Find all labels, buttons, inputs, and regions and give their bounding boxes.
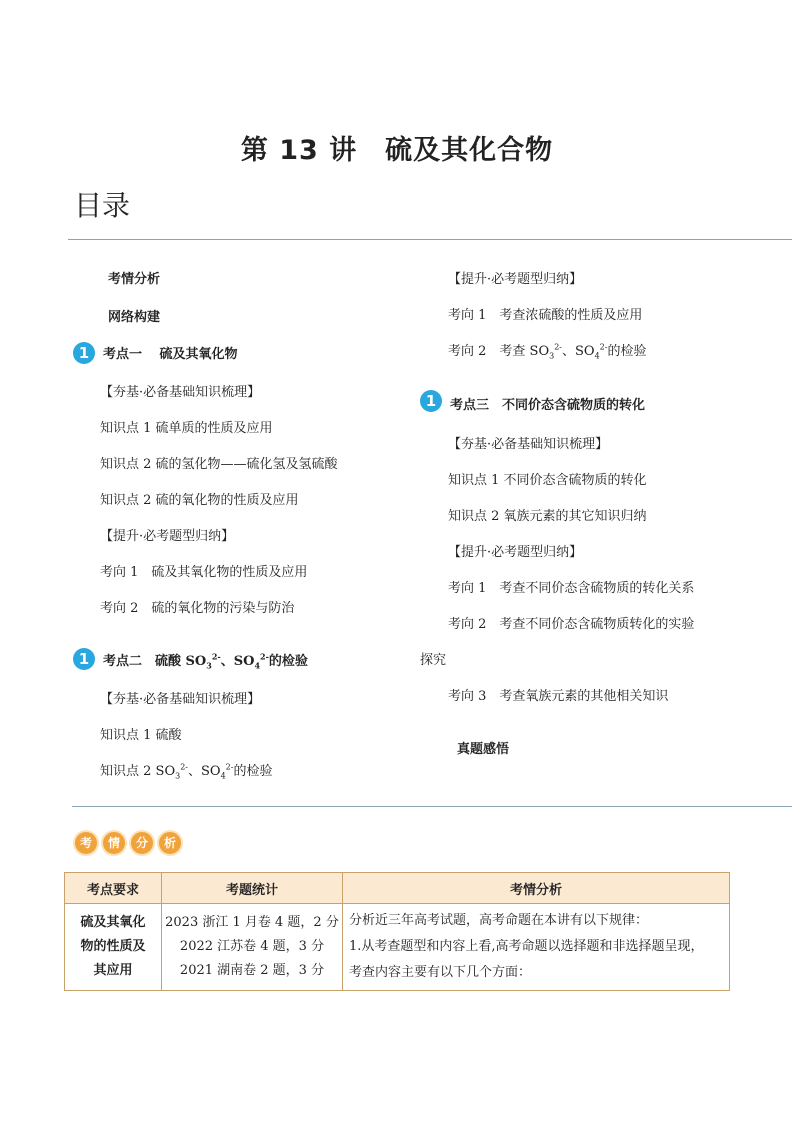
toc-kaoqing[interactable]: 考情分析 xyxy=(108,272,161,287)
table-header: 考情分析 xyxy=(343,873,730,904)
divider-mid xyxy=(72,806,792,807)
toc-p3-d1[interactable]: 考向 1 考查不同价态含硫物质的转化关系 xyxy=(448,581,695,596)
toc-p2-d2[interactable]: 考向 2 考查 $SO_3^{2-}$、$SO_4^{2-}$的检验 xyxy=(448,342,647,361)
toc-p3-d3[interactable]: 考向 3 考查氧族元素的其他相关知识 xyxy=(448,689,669,704)
toc-p2-k1[interactable]: 知识点 1 硫酸 xyxy=(100,728,182,743)
section-logo-char: 考 xyxy=(73,830,99,856)
toc-p2-k2[interactable]: 知识点 2 $SO_3^{2-}$、$SO_4^{2-}$的检验 xyxy=(100,762,273,781)
table-cell-requirement: 硫及其氧化 物的性质及 其应用 xyxy=(65,904,162,991)
toc-p2-up[interactable]: 【提升·必考题型归纳】 xyxy=(448,272,583,287)
toc-p1-d2[interactable]: 考向 2 硫的氧化物的污染与防治 xyxy=(100,601,295,616)
section-logo-char: 析 xyxy=(157,830,183,856)
toc-point2[interactable]: 考点二 硫酸 $SO_3^{2-}$、$SO_4^{2-}$的检验 xyxy=(103,651,308,671)
toc-p3-k2[interactable]: 知识点 2 氧族元素的其它知识归纳 xyxy=(448,509,647,524)
toc-point3[interactable]: 考点三 不同价态含硫物质的转化 xyxy=(450,398,646,413)
toc-p1-k1[interactable]: 知识点 1 硫单质的性质及应用 xyxy=(100,421,273,436)
toc-zhenti[interactable]: 真题感悟 xyxy=(457,742,510,757)
divider-top xyxy=(68,239,792,240)
table-header: 考题统计 xyxy=(162,873,343,904)
toc-p1-d1[interactable]: 考向 1 硫及其氧化物的性质及应用 xyxy=(100,565,308,580)
table-header-row xyxy=(65,873,730,904)
toc-p3-k1[interactable]: 知识点 1 不同价态含硫物质的转化 xyxy=(448,473,647,488)
section-logo-kaoqing xyxy=(73,830,183,858)
toc-p3-base[interactable]: 【夯基·必备基础知识梳理】 xyxy=(448,437,609,452)
toc-p1-k2[interactable]: 知识点 2 硫的氢化物——硫化氢及氢硫酸 xyxy=(100,457,338,472)
toc-p3-up[interactable]: 【提升·必考题型归纳】 xyxy=(448,545,583,560)
toc-p3-d2-cont[interactable]: 探究 xyxy=(420,653,447,668)
toc-p1-k3[interactable]: 知识点 2 硫的氧化物的性质及应用 xyxy=(100,493,299,508)
point-badge-icon: 1 xyxy=(73,648,95,670)
table-row xyxy=(65,904,730,991)
toc-p2-d1[interactable]: 考向 1 考查浓硫酸的性质及应用 xyxy=(448,308,643,323)
point-badge-icon: 1 xyxy=(420,390,442,412)
point-badge-icon: 1 xyxy=(73,342,95,364)
table-header: 考点要求 xyxy=(65,873,162,904)
table-cell-analysis: 分析近三年高考试题，高考命题在本讲有以下规律： 1.从考查题型和内容上看,高考命题以选择题和非选择题呈现， 考查内容主要有以下几个方面： xyxy=(343,904,730,991)
table-cell-stats: 2023 浙江 1 月卷 4 题，2 分 2022 江苏卷 4 题，3 分 2021 湖南卷 2 题，3 分 xyxy=(162,904,343,991)
section-logo-char: 情 xyxy=(101,830,127,856)
toc-heading: 目录 xyxy=(74,189,131,222)
toc-wangluo[interactable]: 网络构建 xyxy=(108,310,161,325)
toc-p3-d2[interactable]: 考向 2 考查不同价态含硫物质转化的实验 xyxy=(448,617,695,632)
toc-point1[interactable]: 考点一 硫及其氧化物 xyxy=(103,347,238,362)
page-title: 第 13 讲 硫及其化合物 xyxy=(240,135,554,166)
toc-p1-base[interactable]: 【夯基·必备基础知识梳理】 xyxy=(100,385,261,400)
toc-p1-up[interactable]: 【提升·必考题型归纳】 xyxy=(100,529,235,544)
section-logo-char: 分 xyxy=(129,830,155,856)
analysis-table xyxy=(64,872,730,991)
toc-p2-base[interactable]: 【夯基·必备基础知识梳理】 xyxy=(100,692,261,707)
